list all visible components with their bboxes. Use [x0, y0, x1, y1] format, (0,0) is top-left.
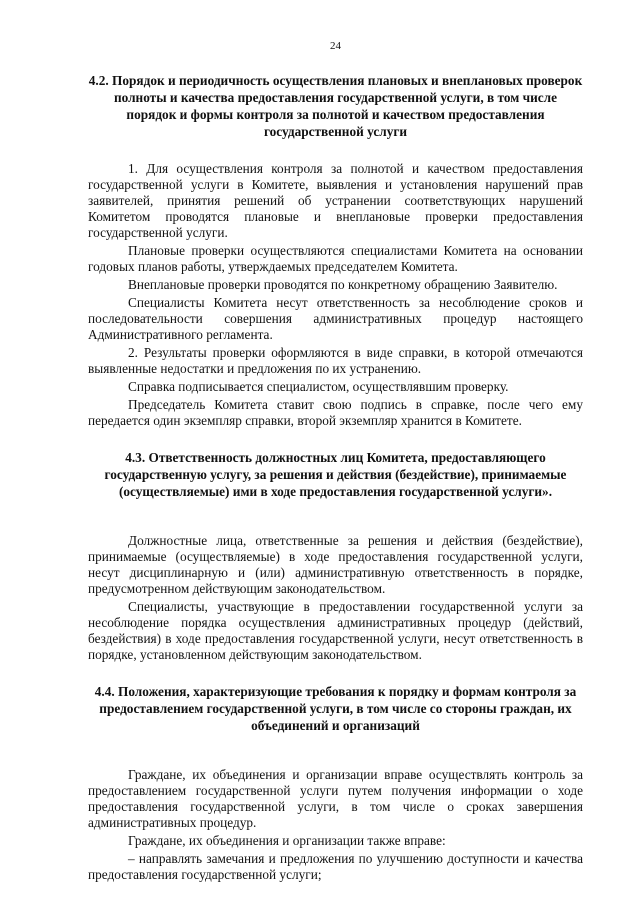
- paragraph: Внеплановые проверки проводятся по конкретному обращению Заявителю.: [128, 277, 558, 292]
- section-4-2: [88, 72, 583, 429]
- page-number: 24: [330, 40, 341, 52]
- section-heading: 4.3. Ответственность должностных лиц Комитета, предоставляющего государственную услугу, за решения и действия (бездействие), принимаемые (осуществляемые) ими в ходе предоставления государственной услуги».: [104, 450, 567, 499]
- section-heading: 4.4. Положения, характеризующие требования к порядку и формам контроля за предоставлением государственной услуги, в том числе со стороны граждан, их объединений и организаций: [94, 684, 577, 733]
- paragraph: Председатель Комитета ставит свою подпись в справке, после чего ему передается один экземпляр справки, второй экземпляр хранится в Комитете.: [88, 397, 583, 428]
- paragraph: Граждане, их объединения и организации также вправе:: [128, 833, 446, 848]
- paragraph: 1. Для осуществления контроля за полнотой и качеством предоставления государственной услуги в Комитете, выявления и установления нарушений прав заявителей, принятия решений об устранении соответствующих нарушений Комитетом проводятся плановые и внеплановые проверки предоставления государственной услуги.: [88, 161, 583, 240]
- section-4-4: [88, 683, 583, 883]
- paragraph: Специалисты Комитета несут ответственность за несоблюдение сроков и последовательности совершения административных процедур настоящего Административного регламента.: [88, 295, 583, 342]
- paragraph: Справка подписывается специалистом, осуществлявшим проверку.: [128, 379, 509, 394]
- paragraph: Граждане, их объединения и организации вправе осуществлять контроль за предоставлением государственной услуги путем получения информации о ходе предоставления государственной услуги, в том числе о сроках завершения административных процедур.: [88, 767, 583, 830]
- paragraph: 2. Результаты проверки оформляются в виде справки, в которой отмечаются выявленные недостатки и предложения по их устранению.: [88, 345, 583, 376]
- section-heading: 4.2. Порядок и периодичность осуществления плановых и внеплановых проверок полноты и качества предоставления государственной услуги, в том числе порядок и формы контроля за полнотой и качеством предоставления государственной услуги: [88, 73, 583, 139]
- paragraph: Плановые проверки осуществляются специалистами Комитета на основании годовых планов работы, утверждаемых председателем Комитета.: [88, 243, 583, 274]
- paragraph: Должностные лица, ответственные за решения и действия (бездействие), принимаемые (осуществляемые) в ходе предоставления государственной услуги, несут дисциплинарную и (или) административную ответственность в порядке, предусмотренном действующим законодательством.: [88, 533, 583, 596]
- section-4-3: [88, 449, 583, 663]
- paragraph: Специалисты, участвующие в предоставлении государственной услуги за несоблюдение порядка осуществления административных процедур (действий, бездействия) в ходе предоставления государственной услуги, несут ответственность в порядке, установленном действующим законодательством.: [88, 599, 583, 662]
- paragraph: – направлять замечания и предложения по улучшению доступности и качества предоставления государственной услуги;: [88, 851, 583, 882]
